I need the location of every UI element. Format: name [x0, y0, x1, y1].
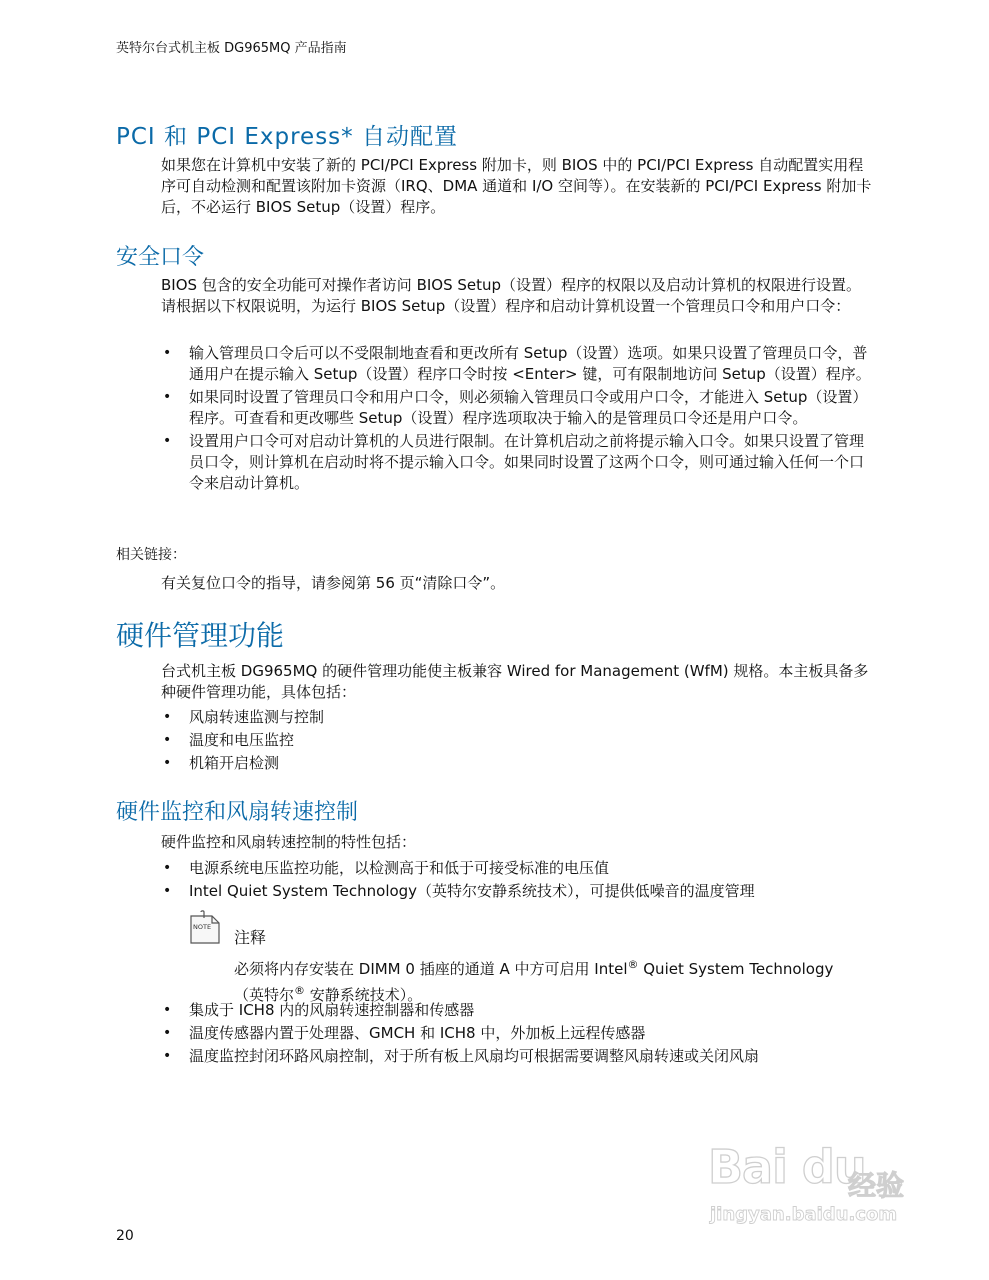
list-item: • 风扇转速监测与控制	[163, 708, 325, 726]
list-item: • 温度监控封闭环路风扇控制，对于所有板上风扇均可根据需要调整风扇转速或关闭风扇	[163, 1047, 760, 1065]
watermark-brand: Bai du	[708, 1140, 866, 1194]
heading-hardware-management: 硬件管理功能	[116, 619, 285, 652]
heading-hardware-monitoring: 硬件监控和风扇转速控制	[116, 800, 359, 825]
list-item: • 设置用户口令可对启动计算机的人员进行限制。在计算机启动之前将提示输入口令。如果只设置了管理员口令，则计算机在启动时将不提示输入口令。如果同时设置了这两个口令，则可通过输入任何一个口令来启动计算机。	[163, 432, 865, 492]
list-item: • 集成于 ICH8 内的风扇转速控制器和传感器	[163, 1001, 475, 1019]
pci-paragraph: 如果您在计算机中安装了新的 PCI/PCI Express 附加卡，则 BIOS 中的 PCI/PCI Express 自动配置实用程序可自动检测和配置该附加卡资源（IRQ、DMA 通道和 I/O 空间等）。在安装新的 PCI/PCI Express 附加卡后，不必运行 BIOS Setup（设置）程序。	[161, 156, 872, 216]
list-item: • 输入管理员口令后可以不受限制地查看和更改所有 Setup（设置）选项。如果只设置了管理员口令，普通用户在提示输入 Setup（设置）程序口令时按 <Enter> 键，可有限制地访问 Setup（设置）程序。	[163, 344, 871, 383]
list-item: • 温度传感器内置于处理器、GMCH 和 ICH8 中，外加板上远程传感器	[163, 1024, 646, 1042]
bullet-icon: •	[163, 883, 172, 899]
baidu-jingyan-watermark	[700, 1120, 940, 1240]
hw-mgmt-paragraph: 台式机主板 DG965MQ 的硬件管理功能使主板兼容 Wired for Management (WfM) 规格。本主板具备多种硬件管理功能，具体包括：	[161, 662, 869, 701]
bullet-icon: •	[163, 433, 172, 449]
hw-mgmt-bullet-list	[161, 707, 873, 776]
related-link-text: 有关复位口令的指导，请参阅第 56 页“清除口令”。	[161, 574, 506, 592]
watermark-cn: 经验	[848, 1169, 905, 1202]
bullet-icon: •	[163, 755, 172, 771]
note-body: 必须将内存安装在 DIMM 0 插座的通道 A 中方可启用 Intel® Quiet System Technology（英特尔® 安静系统技术）。	[234, 958, 834, 1004]
heading-pci-autoconfig: PCI 和 PCI Express* 自动配置	[116, 124, 458, 150]
registered-mark: ®	[294, 984, 306, 997]
related-links-label: 相关链接：	[116, 547, 186, 563]
bullet-icon: •	[163, 1048, 172, 1064]
running-header: 英特尔台式机主板 DG965MQ 产品指南	[116, 41, 347, 56]
list-item: • 如果同时设置了管理员口令和用户口令，则必须输入管理员口令或用户口令，才能进入 Setup（设置）程序。可查看和更改哪些 Setup（设置）程序选项取决于输入的是管理员口令还是用户口令。	[163, 388, 868, 427]
hw-monitor-bullet-list-a	[161, 858, 873, 904]
registered-mark: ®	[627, 958, 639, 971]
hw-monitor-bullet-list-b	[161, 1000, 873, 1069]
bullet-icon: •	[163, 1002, 172, 1018]
bullet-icon: •	[163, 345, 172, 361]
list-item: • 电源系统电压监控功能，以检测高于和低于可接受标准的电压值	[163, 859, 610, 877]
bullet-icon: •	[163, 1025, 172, 1041]
security-paragraph: BIOS 包含的安全功能可对操作者访问 BIOS Setup（设置）程序的权限以及启动计算机的权限进行设置。请根据以下权限说明，为运行 BIOS Setup（设置）程序和启动计算机设置一个管理员口令和用户口令：	[161, 276, 862, 315]
list-item: • Intel Quiet System Technology（英特尔安静系统技术），可提供低噪音的温度管理	[163, 882, 755, 900]
bullet-icon: •	[163, 389, 172, 405]
watermark-url: jingyan.baidu.com	[710, 1204, 898, 1225]
bullet-icon: •	[163, 860, 172, 876]
list-item: • 温度和电压监控	[163, 731, 295, 749]
bullet-icon: •	[163, 709, 172, 725]
svg-text:NOTE: NOTE	[193, 923, 212, 931]
security-bullet-list	[161, 343, 873, 496]
page-number: 20	[116, 1228, 134, 1244]
note-title: 注释	[234, 928, 267, 947]
list-item: • 机箱开启检测	[163, 754, 280, 772]
hw-monitor-intro: 硬件监控和风扇转速控制的特性包括：	[161, 833, 417, 851]
note-icon	[188, 910, 222, 946]
heading-security-passwords: 安全口令	[116, 245, 205, 270]
bullet-icon: •	[163, 732, 172, 748]
